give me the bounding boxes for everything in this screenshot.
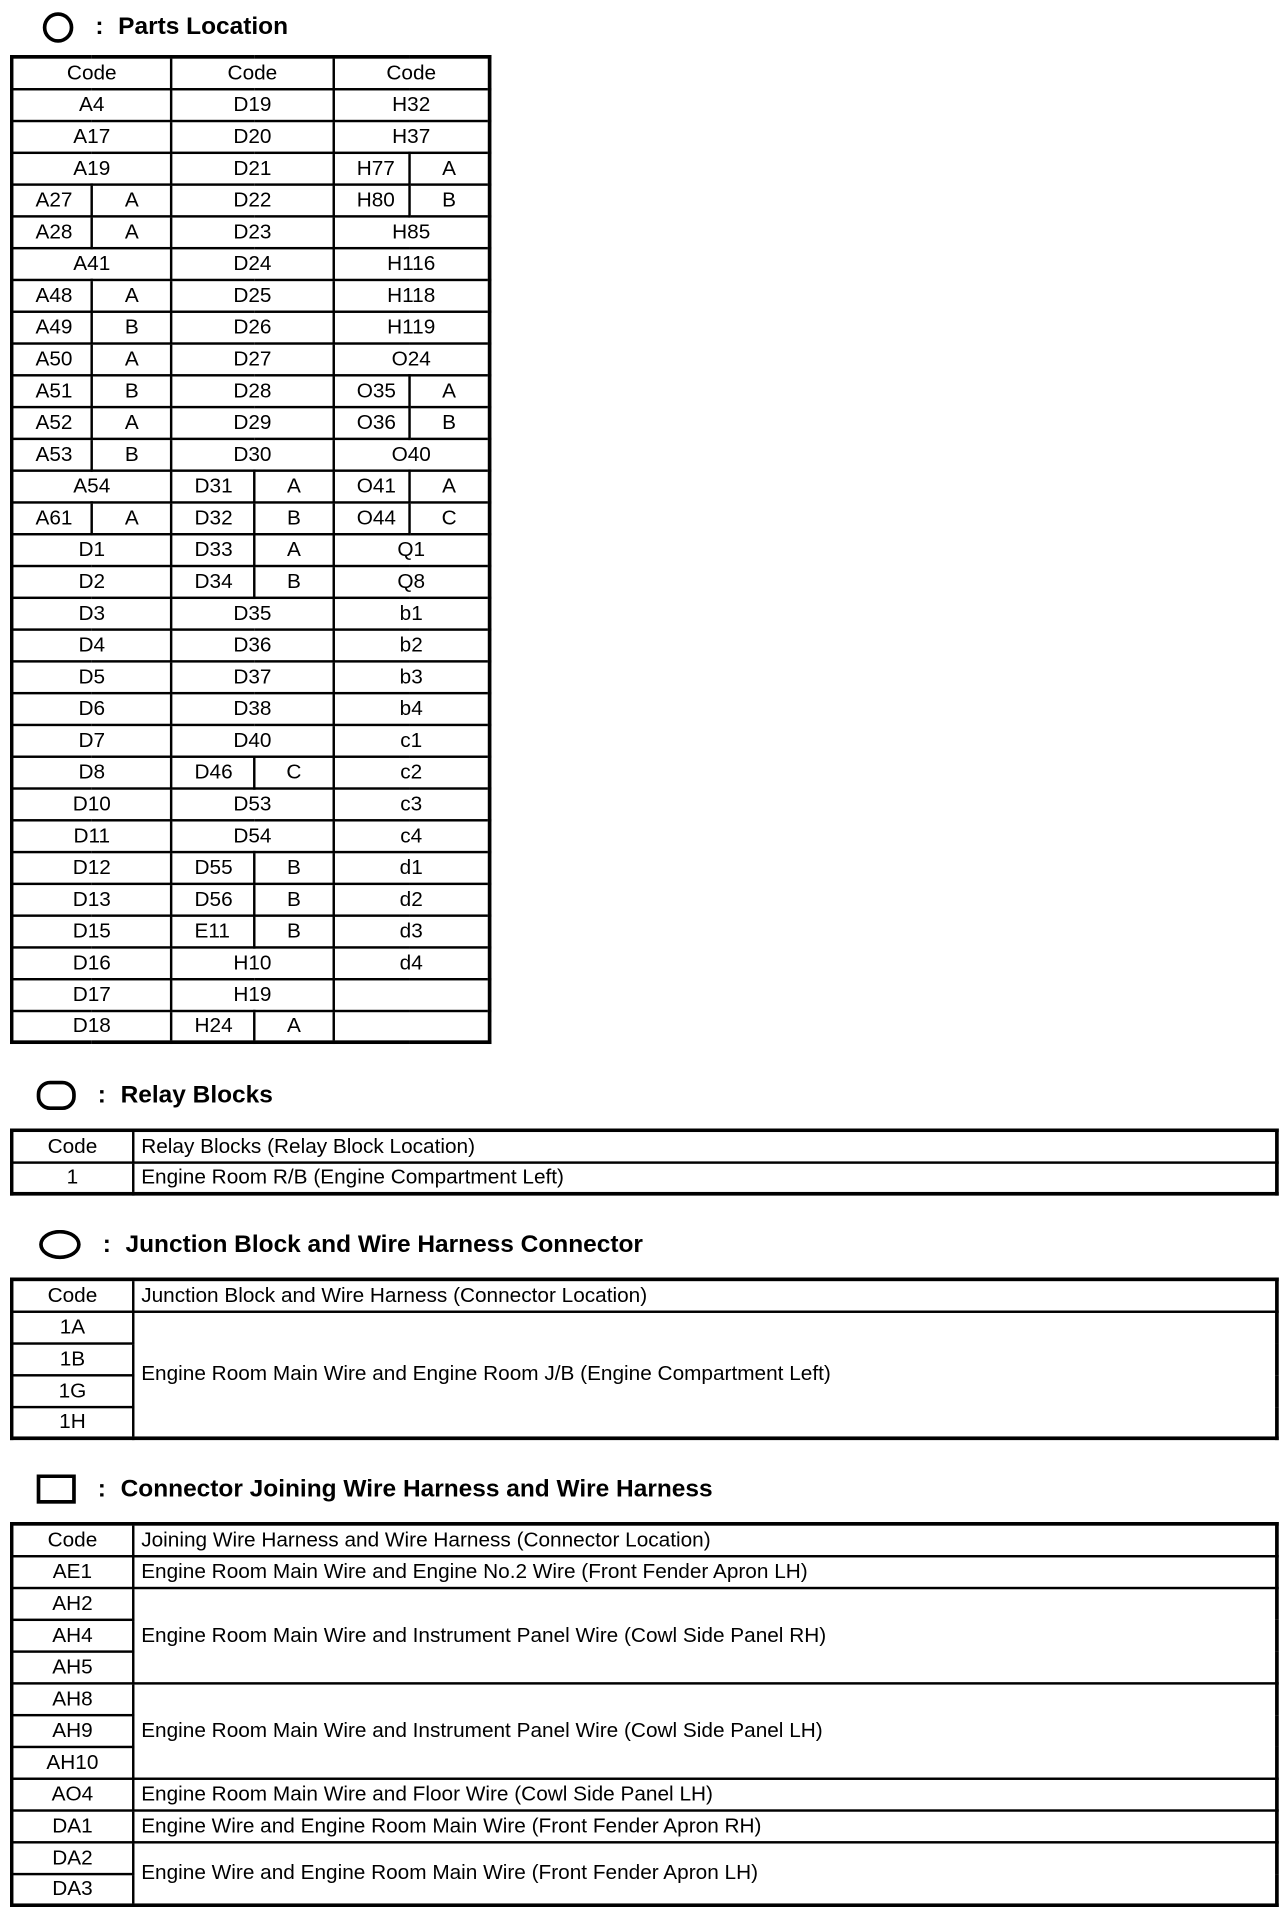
- part-code: D21: [171, 152, 333, 184]
- connector-joining-title: Connector Joining Wire Harness and Wire Harness: [120, 1474, 713, 1502]
- part-code: H119: [333, 311, 489, 343]
- part-code: H19: [171, 979, 333, 1011]
- part-code: Q8: [333, 565, 489, 597]
- part-location-letter: A: [254, 470, 333, 502]
- table-row: [12, 89, 490, 121]
- part-code: O41: [333, 470, 409, 502]
- table-row: [12, 820, 490, 852]
- connector-code: AH10: [12, 1746, 133, 1778]
- table-row: [12, 629, 490, 661]
- connector-code: DA2: [12, 1842, 133, 1874]
- part-code: H116: [333, 248, 489, 280]
- part-code: A51: [12, 375, 93, 407]
- connector-description: Engine Wire and Engine Room Main Wire (Front Fender Apron RH): [133, 1810, 1277, 1842]
- part-location-letter: A: [92, 406, 171, 438]
- part-code: A19: [12, 152, 172, 184]
- connector-code: 1G: [12, 1375, 133, 1407]
- junction-header-row: [12, 1279, 1277, 1311]
- code-header: Code: [12, 1279, 133, 1311]
- part-code: D46: [171, 756, 254, 788]
- part-code: D24: [171, 248, 333, 280]
- part-location-letter: A: [92, 216, 171, 248]
- table-row: [12, 1778, 1277, 1810]
- connector-code: AE1: [12, 1556, 133, 1588]
- part-location-letter: C: [254, 756, 333, 788]
- connector-description: Engine Room Main Wire and Instrument Panel Wire (Cowl Side Panel RH): [133, 1587, 1277, 1682]
- table-row: [12, 693, 490, 725]
- part-location-letter: B: [92, 311, 171, 343]
- part-code: D35: [171, 597, 333, 629]
- junction-block-heading: : Junction Block and Wire Harness Connector: [39, 1230, 643, 1259]
- table-row: [12, 470, 490, 502]
- part-location-letter: B: [254, 915, 333, 947]
- table-row: [12, 1010, 490, 1042]
- part-code: D37: [171, 661, 333, 693]
- part-code: H32: [333, 89, 489, 121]
- connector-code: AH4: [12, 1619, 133, 1651]
- table-row: [12, 1587, 1277, 1619]
- part-location-letter: B: [92, 438, 171, 470]
- code-header: Code: [12, 1524, 133, 1556]
- part-code: D28: [171, 375, 333, 407]
- part-location-letter: B: [254, 502, 333, 534]
- table-row: [12, 1683, 1277, 1715]
- connector-code: AH8: [12, 1683, 133, 1715]
- part-code: D25: [171, 279, 333, 311]
- part-code: b4: [333, 693, 489, 725]
- part-code: D8: [12, 756, 172, 788]
- part-code: c4: [333, 820, 489, 852]
- part-code: A52: [12, 406, 93, 438]
- part-code: D40: [171, 724, 333, 756]
- part-location-letter: A: [254, 1010, 333, 1042]
- rounded-rectangle-symbol-icon: [37, 1081, 76, 1110]
- part-location-letter: C: [409, 502, 489, 534]
- part-code: D7: [12, 724, 172, 756]
- connector-description: Engine Room Main Wire and Engine No.2 Wire (Front Fender Apron LH): [133, 1556, 1277, 1588]
- part-location-letter: B: [409, 184, 489, 216]
- part-code: [333, 1010, 489, 1042]
- table-row: [12, 1311, 1277, 1343]
- connector-header-row: [12, 1524, 1277, 1556]
- connector-description: Engine Room Main Wire and Instrument Panel Wire (Cowl Side Panel LH): [133, 1683, 1277, 1778]
- connector-joining-table: [10, 1522, 1279, 1907]
- part-code: D23: [171, 216, 333, 248]
- connector-code: AH2: [12, 1587, 133, 1619]
- parts-location-title: Parts Location: [118, 13, 289, 41]
- connector-code: AH9: [12, 1715, 133, 1747]
- part-code: D2: [12, 565, 172, 597]
- part-code: H80: [333, 184, 409, 216]
- part-code: A48: [12, 279, 93, 311]
- part-location-letter: A: [409, 375, 489, 407]
- part-code: A17: [12, 120, 172, 152]
- oval-symbol-icon: [39, 1230, 81, 1259]
- part-code: D34: [171, 565, 254, 597]
- table-row: [12, 216, 490, 248]
- connector-code: 1B: [12, 1343, 133, 1375]
- parts-location-heading: : Parts Location: [43, 12, 288, 43]
- column-header: Code: [171, 57, 333, 89]
- part-code: d1: [333, 851, 489, 883]
- part-location-letter: B: [409, 406, 489, 438]
- description-header: Relay Blocks (Relay Block Location): [133, 1130, 1277, 1162]
- part-code: D54: [171, 820, 333, 852]
- table-row: [12, 1810, 1277, 1842]
- connector-code: AH5: [12, 1651, 133, 1683]
- part-code: D3: [12, 597, 172, 629]
- table-row: [12, 724, 490, 756]
- connector-code: AO4: [12, 1778, 133, 1810]
- table-row: [12, 915, 490, 947]
- part-code: D17: [12, 979, 172, 1011]
- part-location-letter: A: [409, 470, 489, 502]
- part-code: A61: [12, 502, 93, 534]
- part-code: D16: [12, 947, 172, 979]
- description-header: Joining Wire Harness and Wire Harness (Connector Location): [133, 1524, 1277, 1556]
- table-row: [12, 343, 490, 375]
- connector-description: Engine Wire and Engine Room Main Wire (Front Fender Apron LH): [133, 1842, 1277, 1906]
- table-row: [12, 788, 490, 820]
- table-row: [12, 406, 490, 438]
- relay-description: Engine Room R/B (Engine Compartment Left): [133, 1162, 1277, 1194]
- part-code: A4: [12, 89, 172, 121]
- part-location-letter: A: [92, 343, 171, 375]
- part-code: D4: [12, 629, 172, 661]
- part-location-letter: A: [92, 502, 171, 534]
- part-location-letter: B: [92, 375, 171, 407]
- parts-header-row: [12, 57, 490, 89]
- table-row: [12, 1162, 1277, 1194]
- part-code: A41: [12, 248, 172, 280]
- part-code: A50: [12, 343, 93, 375]
- part-code: D18: [12, 1010, 172, 1042]
- part-code: O44: [333, 502, 409, 534]
- part-location-letter: A: [92, 184, 171, 216]
- table-row: [12, 120, 490, 152]
- parts-location-table: [10, 55, 492, 1044]
- column-header: Code: [333, 57, 489, 89]
- part-code: A53: [12, 438, 93, 470]
- part-code: D55: [171, 851, 254, 883]
- relay-code: 1: [12, 1162, 133, 1194]
- part-code: c3: [333, 788, 489, 820]
- part-code: d3: [333, 915, 489, 947]
- part-code: Q1: [333, 534, 489, 566]
- relay-blocks-table: [10, 1128, 1279, 1195]
- part-code: E11: [171, 915, 254, 947]
- table-row: [12, 851, 490, 883]
- part-code: O40: [333, 438, 489, 470]
- part-code: H37: [333, 120, 489, 152]
- part-code: D30: [171, 438, 333, 470]
- part-code: D22: [171, 184, 333, 216]
- part-code: D1: [12, 534, 172, 566]
- table-row: [12, 661, 490, 693]
- part-location-letter: A: [92, 279, 171, 311]
- table-row: [12, 248, 490, 280]
- part-code: D15: [12, 915, 172, 947]
- part-code: D10: [12, 788, 172, 820]
- relay-header-row: [12, 1130, 1277, 1162]
- table-row: [12, 597, 490, 629]
- table-row: [12, 438, 490, 470]
- connector-description: Engine Room Main Wire and Floor Wire (Cowl Side Panel LH): [133, 1778, 1277, 1810]
- part-code: H10: [171, 947, 333, 979]
- part-code: H77: [333, 152, 409, 184]
- table-row: [12, 279, 490, 311]
- part-code: D19: [171, 89, 333, 121]
- part-code: b1: [333, 597, 489, 629]
- part-code: D11: [12, 820, 172, 852]
- part-code: D27: [171, 343, 333, 375]
- part-code: c1: [333, 724, 489, 756]
- part-code: O35: [333, 375, 409, 407]
- table-row: [12, 534, 490, 566]
- circle-symbol-icon: [43, 12, 74, 43]
- part-code: D12: [12, 851, 172, 883]
- part-location-letter: A: [409, 152, 489, 184]
- part-code: H118: [333, 279, 489, 311]
- connector-description: Engine Room Main Wire and Engine Room J/B (Engine Compartment Left): [133, 1311, 1277, 1438]
- relay-blocks-heading: : Relay Blocks: [37, 1081, 273, 1110]
- table-row: [12, 375, 490, 407]
- relay-blocks-title: Relay Blocks: [120, 1081, 273, 1109]
- junction-block-title: Junction Block and Wire Harness Connector: [125, 1230, 643, 1258]
- part-code: D29: [171, 406, 333, 438]
- part-code: b3: [333, 661, 489, 693]
- part-code: d2: [333, 883, 489, 915]
- description-header: Junction Block and Wire Harness (Connector Location): [133, 1279, 1277, 1311]
- table-row: [12, 756, 490, 788]
- part-code: D6: [12, 693, 172, 725]
- part-code: D56: [171, 883, 254, 915]
- part-code: c2: [333, 756, 489, 788]
- part-code: O24: [333, 343, 489, 375]
- part-code: D38: [171, 693, 333, 725]
- column-header: Code: [12, 57, 172, 89]
- part-code: b2: [333, 629, 489, 661]
- connector-joining-heading: : Connector Joining Wire Harness and Wire Harness: [37, 1474, 713, 1503]
- table-row: [12, 1842, 1277, 1874]
- part-code: A54: [12, 470, 172, 502]
- code-header: Code: [12, 1130, 133, 1162]
- part-code: O36: [333, 406, 409, 438]
- connector-code: 1H: [12, 1406, 133, 1438]
- part-code: D33: [171, 534, 254, 566]
- table-row: [12, 152, 490, 184]
- connector-code: DA3: [12, 1873, 133, 1905]
- part-code: A27: [12, 184, 93, 216]
- part-code: D5: [12, 661, 172, 693]
- part-code: D13: [12, 883, 172, 915]
- table-row: [12, 565, 490, 597]
- part-location-letter: A: [254, 534, 333, 566]
- part-code: D36: [171, 629, 333, 661]
- connector-code: 1A: [12, 1311, 133, 1343]
- part-code: A49: [12, 311, 93, 343]
- connector-code: DA1: [12, 1810, 133, 1842]
- part-code: D53: [171, 788, 333, 820]
- part-location-letter: B: [254, 851, 333, 883]
- junction-block-table: [10, 1278, 1279, 1441]
- part-code: D32: [171, 502, 254, 534]
- table-row: [12, 947, 490, 979]
- table-row: [12, 311, 490, 343]
- part-location-letter: B: [254, 565, 333, 597]
- part-location-letter: B: [254, 883, 333, 915]
- part-code: d4: [333, 947, 489, 979]
- part-code: H24: [171, 1010, 254, 1042]
- part-code: A28: [12, 216, 93, 248]
- part-code: D26: [171, 311, 333, 343]
- table-row: [12, 1556, 1277, 1588]
- table-row: [12, 184, 490, 216]
- square-symbol-icon: [37, 1474, 76, 1503]
- part-code: D20: [171, 120, 333, 152]
- table-row: [12, 883, 490, 915]
- table-row: [12, 502, 490, 534]
- table-row: [12, 979, 490, 1011]
- part-code: D31: [171, 470, 254, 502]
- part-code: H85: [333, 216, 489, 248]
- part-code: [333, 979, 489, 1011]
